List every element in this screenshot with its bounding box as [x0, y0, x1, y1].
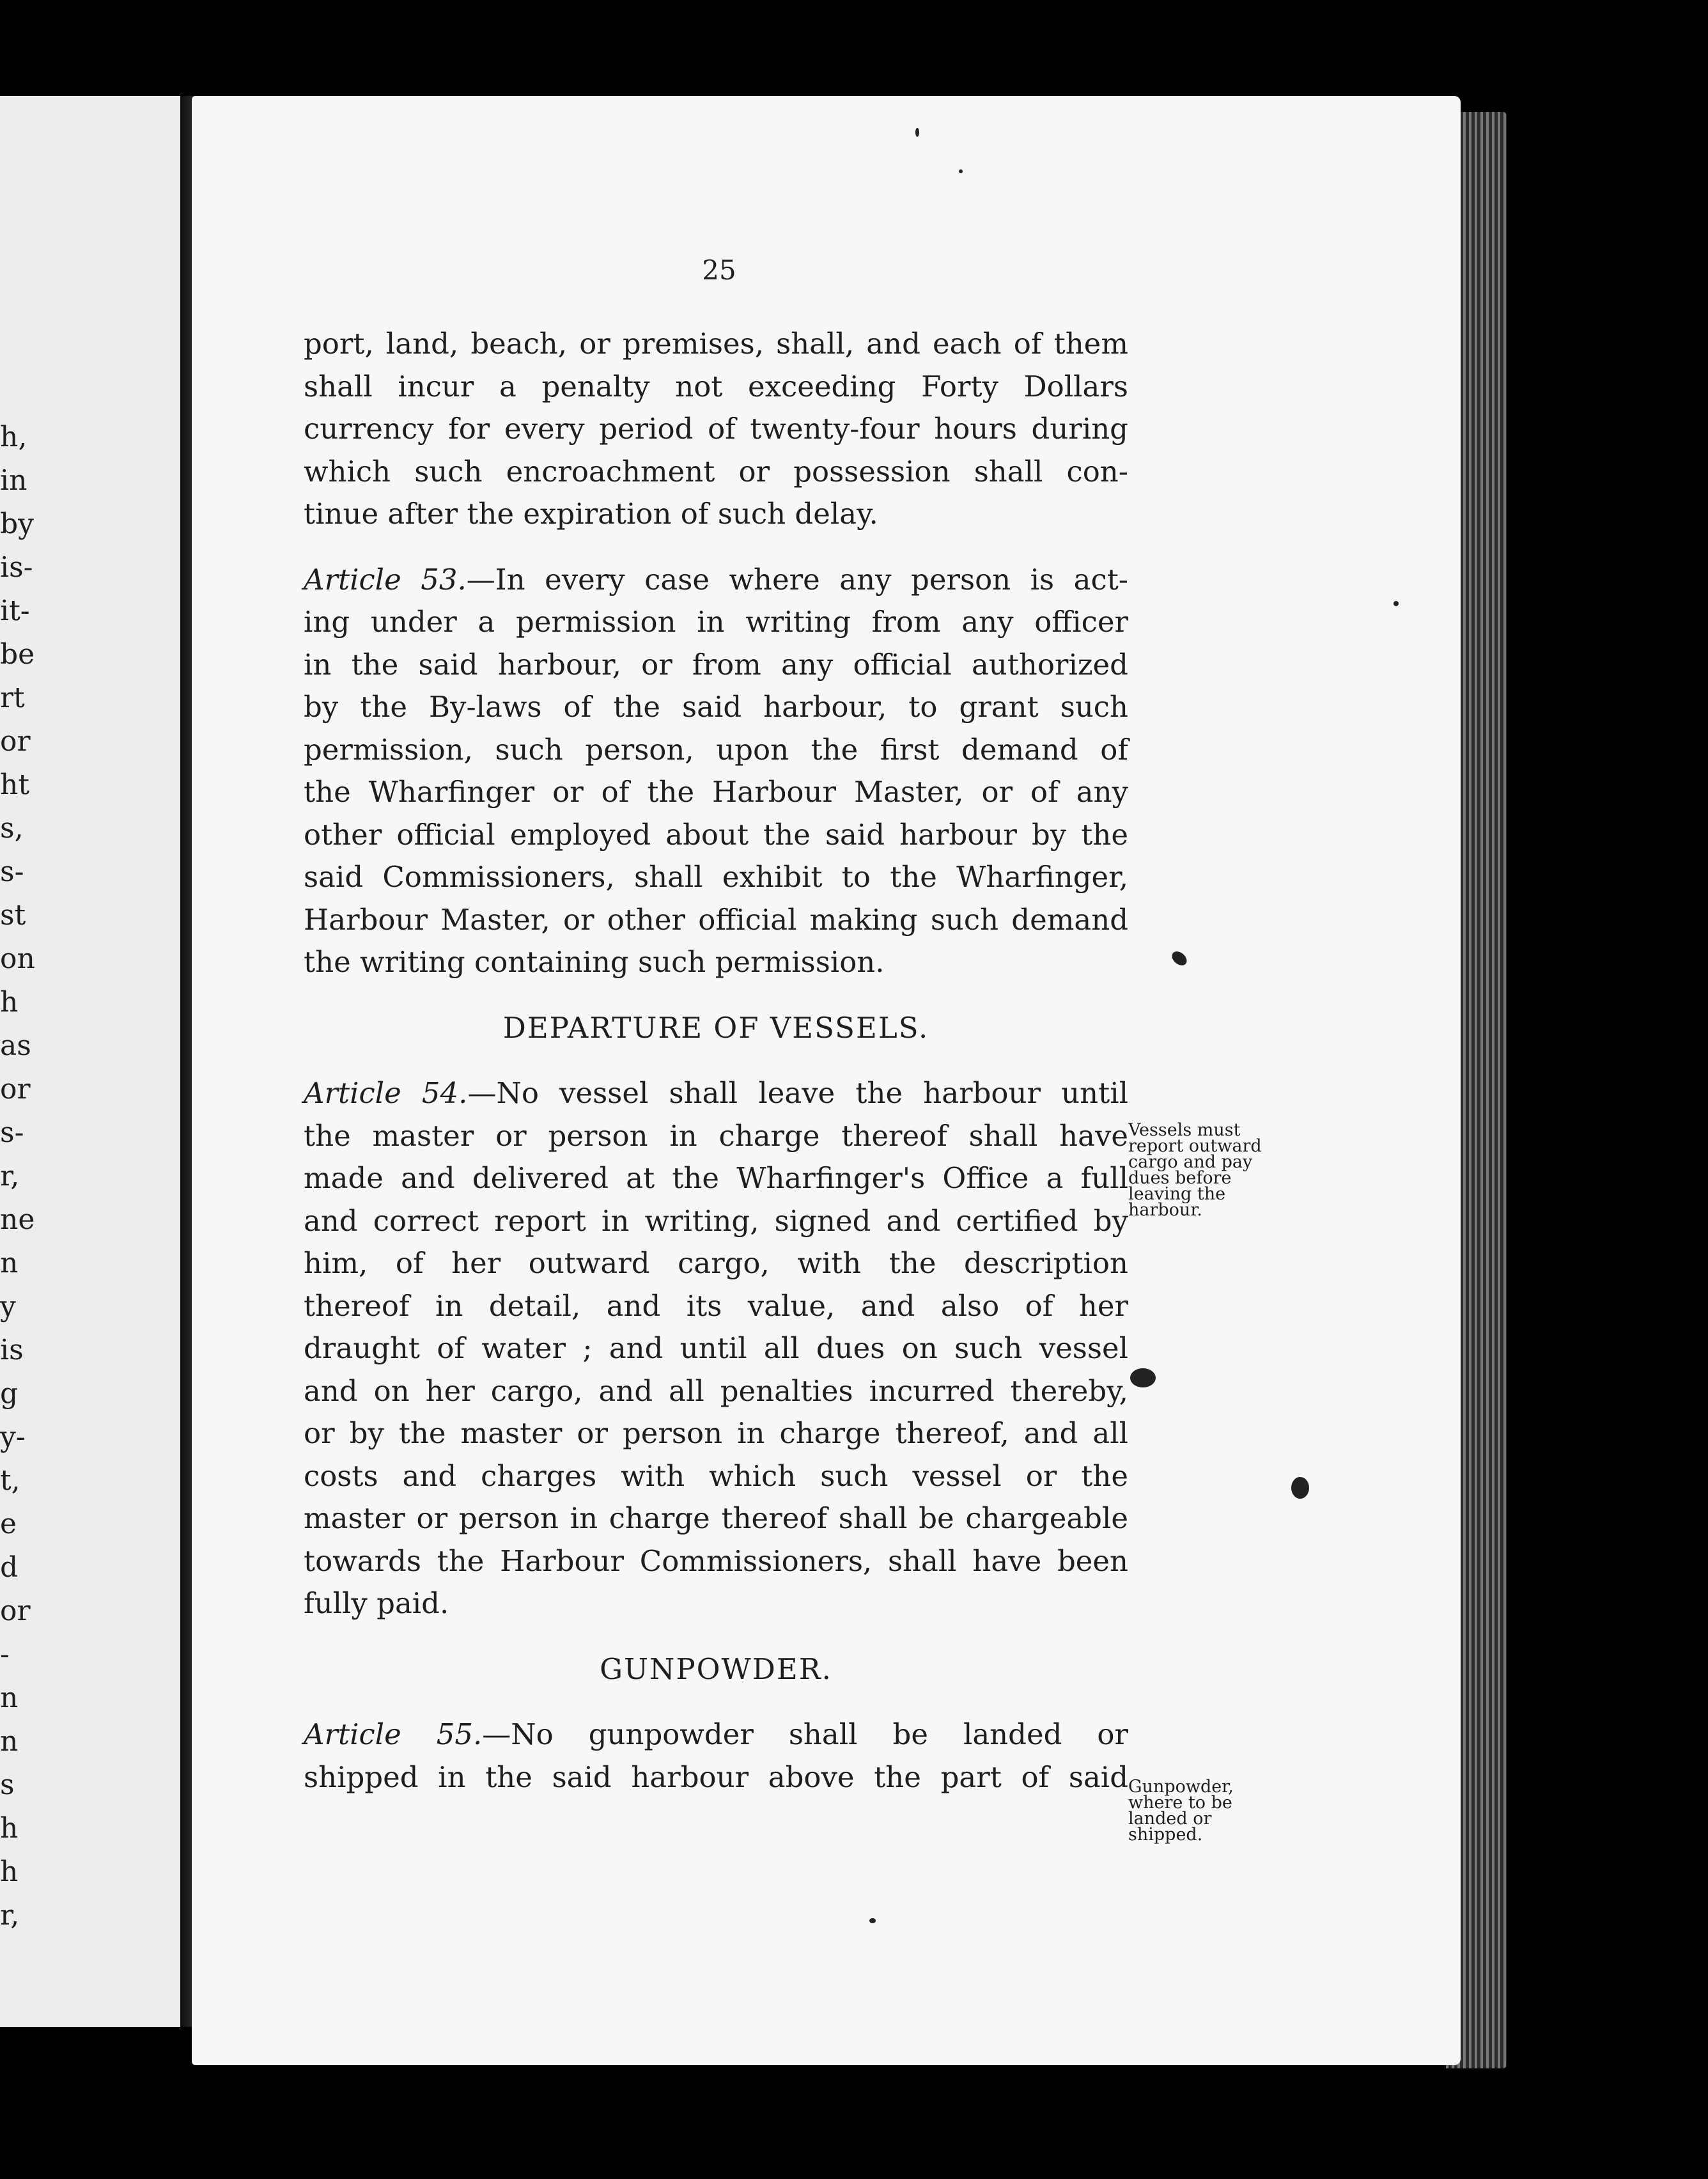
text-line: costs and charges with which such vessel or the — [304, 1458, 1128, 1493]
text-line: the writing containing such permission. — [304, 945, 885, 979]
text-line: permission, such person, upon the first demand of — [304, 732, 1128, 767]
text-line: towards the Harbour Commissioners, shall have been — [304, 1543, 1128, 1578]
text-line: which such encroachment or possession shall con- — [304, 454, 1128, 488]
margin-note-line: harbour. — [1128, 1200, 1202, 1220]
left-page-fragment: be — [0, 638, 35, 671]
left-page-fragment: as — [0, 1029, 31, 1062]
margin-note-line: report outward — [1128, 1136, 1262, 1156]
margin-note-line: leaving the — [1128, 1184, 1226, 1204]
article-53 — [304, 559, 1128, 984]
left-page-fragment: n — [0, 1725, 19, 1758]
text-line: by the By-laws of the said harbour, to grant such — [304, 690, 1128, 724]
left-page-fragment: s, — [0, 812, 24, 845]
left-page-fragment: - — [0, 1638, 10, 1671]
left-page-fragment: it- — [0, 595, 30, 627]
left-page-fragment: is- — [0, 551, 33, 584]
left-page-fragment: in — [0, 464, 27, 497]
left-page-fragment: st — [0, 899, 26, 932]
article-55 — [304, 1714, 1128, 1799]
text-line: thereof in detail, and its value, and also of her — [304, 1288, 1128, 1323]
left-page-fragment: n — [0, 1247, 19, 1279]
text-line: shall incur a penalty not exceeding Forty Dollars — [304, 369, 1128, 403]
text-line: Harbour Master, or other official making such demand — [304, 902, 1128, 937]
text-line: tinue after the expiration of such delay. — [304, 497, 878, 531]
paragraph-continuation — [304, 323, 1128, 536]
scan-speck — [1394, 601, 1399, 606]
left-page-fragment: h — [0, 1812, 19, 1845]
left-page-fragment: y — [0, 1290, 16, 1323]
left-page-fragment: or — [0, 1073, 31, 1105]
left-page-fragment: or — [0, 725, 31, 758]
text-line — [304, 1072, 1128, 1115]
margin-note-line: Vessels must — [1128, 1120, 1241, 1140]
text-line: and correct report in writing, signed and certified by — [304, 1203, 1128, 1238]
text-line: shipped in the said harbour above the part of said — [304, 1760, 1128, 1794]
article-text: —No gunpowder shall be landed or — [482, 1717, 1128, 1751]
left-page-fragment: ne — [0, 1203, 35, 1236]
left-page-fragment: rt — [0, 682, 25, 714]
scan-speck — [1130, 1368, 1156, 1387]
heading-departure-of-vessels: DEPARTURE OF VESSELS. — [502, 1010, 929, 1045]
text-line: said Commissioners, shall exhibit to the Wharfinger, — [304, 860, 1128, 894]
text-line: ing under a permission in writing from any officer — [304, 605, 1128, 639]
text-line: the Wharfinger or of the Harbour Master, or of any — [304, 775, 1128, 809]
left-page-fragment: or — [0, 1595, 31, 1627]
left-page-fragment: g — [0, 1377, 19, 1410]
scan-speck — [915, 128, 919, 137]
text-line: and on her cargo, and all penalties incurred thereby, — [304, 1373, 1128, 1408]
left-page — [0, 96, 185, 2027]
left-page-fragment: n — [0, 1682, 19, 1714]
left-page-fragment: d — [0, 1551, 19, 1584]
margin-note-line: shipped. — [1128, 1825, 1203, 1845]
left-page-fragment: s- — [0, 855, 24, 888]
text-line — [304, 559, 1128, 602]
text-line: draught of water ; and until all dues on such vessel — [304, 1331, 1128, 1365]
margin-note-line: dues before — [1128, 1168, 1232, 1188]
margin-note-gunpowder — [1128, 1779, 1294, 1843]
margin-note-line: landed or — [1128, 1809, 1212, 1829]
scan-speck — [1291, 1477, 1309, 1499]
left-page-fragment: e — [0, 1508, 17, 1540]
text-line: in the said harbour, or from any official authorized — [304, 647, 1128, 682]
page-number: 25 — [702, 254, 736, 286]
text-line: port, land, beach, or premises, shall, and each of them — [304, 327, 1128, 361]
text-line — [304, 1714, 1128, 1756]
left-page-fragment: on — [0, 942, 35, 975]
left-page-fragment: r, — [0, 1160, 20, 1192]
margin-note-line: cargo and pay — [1128, 1152, 1253, 1172]
text-line: or by the master or person in charge thereof, and all — [304, 1416, 1128, 1450]
left-page-fragment: t, — [0, 1464, 20, 1497]
heading-gunpowder: GUNPOWDER. — [600, 1652, 832, 1686]
text-line: made and delivered at the Wharfinger's Office a full — [304, 1161, 1128, 1195]
left-page-fragment: is — [0, 1334, 24, 1366]
article-text: —In every case where any person is act- — [466, 562, 1128, 597]
text-line: fully paid. — [304, 1586, 449, 1620]
left-page-fragment: ht — [0, 769, 30, 801]
article-label: Article 53. — [304, 562, 467, 597]
left-page-fragment: h — [0, 986, 19, 1019]
scan-speck — [959, 169, 963, 173]
scan-speck — [869, 1918, 876, 1923]
text-line: other official employed about the said harbour by the — [304, 817, 1128, 852]
margin-note-line: where to be — [1128, 1793, 1232, 1813]
margin-note-line: Gunpowder, — [1128, 1777, 1234, 1797]
article-label: Article 55. — [304, 1717, 483, 1751]
text-line: the master or person in charge thereof shall have — [304, 1118, 1128, 1153]
article-54 — [304, 1072, 1128, 1625]
text-line: him, of her outward cargo, with the description — [304, 1246, 1128, 1280]
margin-note-vessels-report — [1128, 1122, 1294, 1218]
page-body — [304, 323, 1128, 1822]
article-label: Article 54. — [304, 1076, 468, 1110]
text-line: master or person in charge thereof shall be chargeable — [304, 1501, 1128, 1535]
left-page-fragment: s- — [0, 1116, 24, 1149]
text-line: currency for every period of twenty-four hours during — [304, 412, 1128, 446]
left-page-fragment: h — [0, 1855, 19, 1888]
left-page-text-fragments — [0, 416, 58, 1937]
left-page-fragment: y- — [0, 1421, 26, 1453]
left-page-fragment: r, — [0, 1899, 20, 1932]
left-page-fragment: h, — [0, 421, 27, 453]
left-page-fragment: s — [0, 1769, 15, 1801]
left-page-fragment: by — [0, 508, 35, 540]
article-text: —No vessel shall leave the harbour until — [467, 1076, 1128, 1110]
